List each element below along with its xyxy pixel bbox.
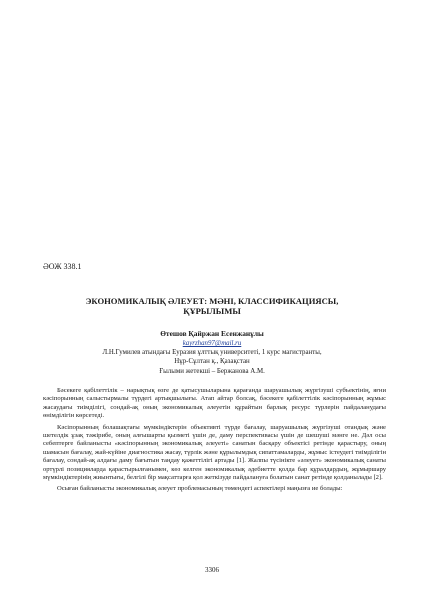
author-name: Өтешов Қайржан Есенжанұлы (160, 329, 264, 338)
paragraph: Бәсекеге қабілеттілік – нарықтық өзге де қатысушыларына қарағанда шаруашылық жүргізуші субъектінің, яғни кәсіпорынның салыстырмалы түрдегі артықшылығы. Атап айтар болсақ, бәсекеге қабілеттілік кәсіпорынның жұмыс жасаудағы тиімділігі, сондай-ақ оның экономикалық әлеуетін құрайтын барлық ресурс түрлерін пайдаланудағы өнімділігін көрсетеді. (43, 387, 386, 420)
author-details (0, 339, 424, 376)
paragraph: Кәсіпорынның болашақтағы мүмкіндіктерін объективті түрде бағалау, шаруашылық жүргізуші отандық және шетелдік ұзақ тәжірибе, оның алғышарты қызметі үшін де, даму перспективасы үшін де шешуші мәнге не. Дәл осы себептерге байланысты «кәсіпорынның экономикалық әлеуеті» санатын басқару объектісі ретінде қарастыру, оның шамасын бағалау, жай-күйіне диагностика жасау, түрлік және құрылымдық сипаттамаларды, жұмыс істеудегі тиімділігін бағалау, сондай-ақ алдағы даму бағытын таңдау қажеттілігі артады [1]. Жалпы түсінікте «әлеует» экономикалық санаты ортүрлі позицияларда қарастырылғанымен, көз келген экономикалық әдебиетте қолда бар құралдардың, жұмыршару мүмкіндіктерінің жиынтығы, белгілі бір мақсаттарға қол жеткізуде пайдалануға болатын санат ретінде қолданылады [2]. (43, 423, 386, 482)
udc-code: ӘОЖ 338.1 (43, 262, 82, 271)
affiliation: Л.Н.Гумилев атындағы Еуразия ұлттық университеті, 1 курс магистранты, (102, 349, 322, 357)
article-title (0, 296, 424, 316)
city: Нұр-Сұлтан қ., Қазақстан (174, 358, 250, 366)
title-line-1: ЭКОНОМИКАЛЫҚ ӘЛЕУЕТ: МӘНІ, КЛАССИФИКАЦИЯСЫ, (85, 296, 339, 306)
supervisor: Ғылыми жетекші – Бержанова А.М. (159, 367, 265, 375)
page-number: 3306 (205, 566, 219, 574)
paragraph: Осыған байланысты экономикалық әлеует проблемасының төмендегі аспектілері маңызға ие болады: (57, 485, 343, 493)
author-email-link[interactable]: kayrzhan97@mail.ru (182, 340, 242, 347)
title-line-2: ҚҰРЫЛЫМЫ (183, 306, 241, 316)
article-body (43, 387, 386, 497)
